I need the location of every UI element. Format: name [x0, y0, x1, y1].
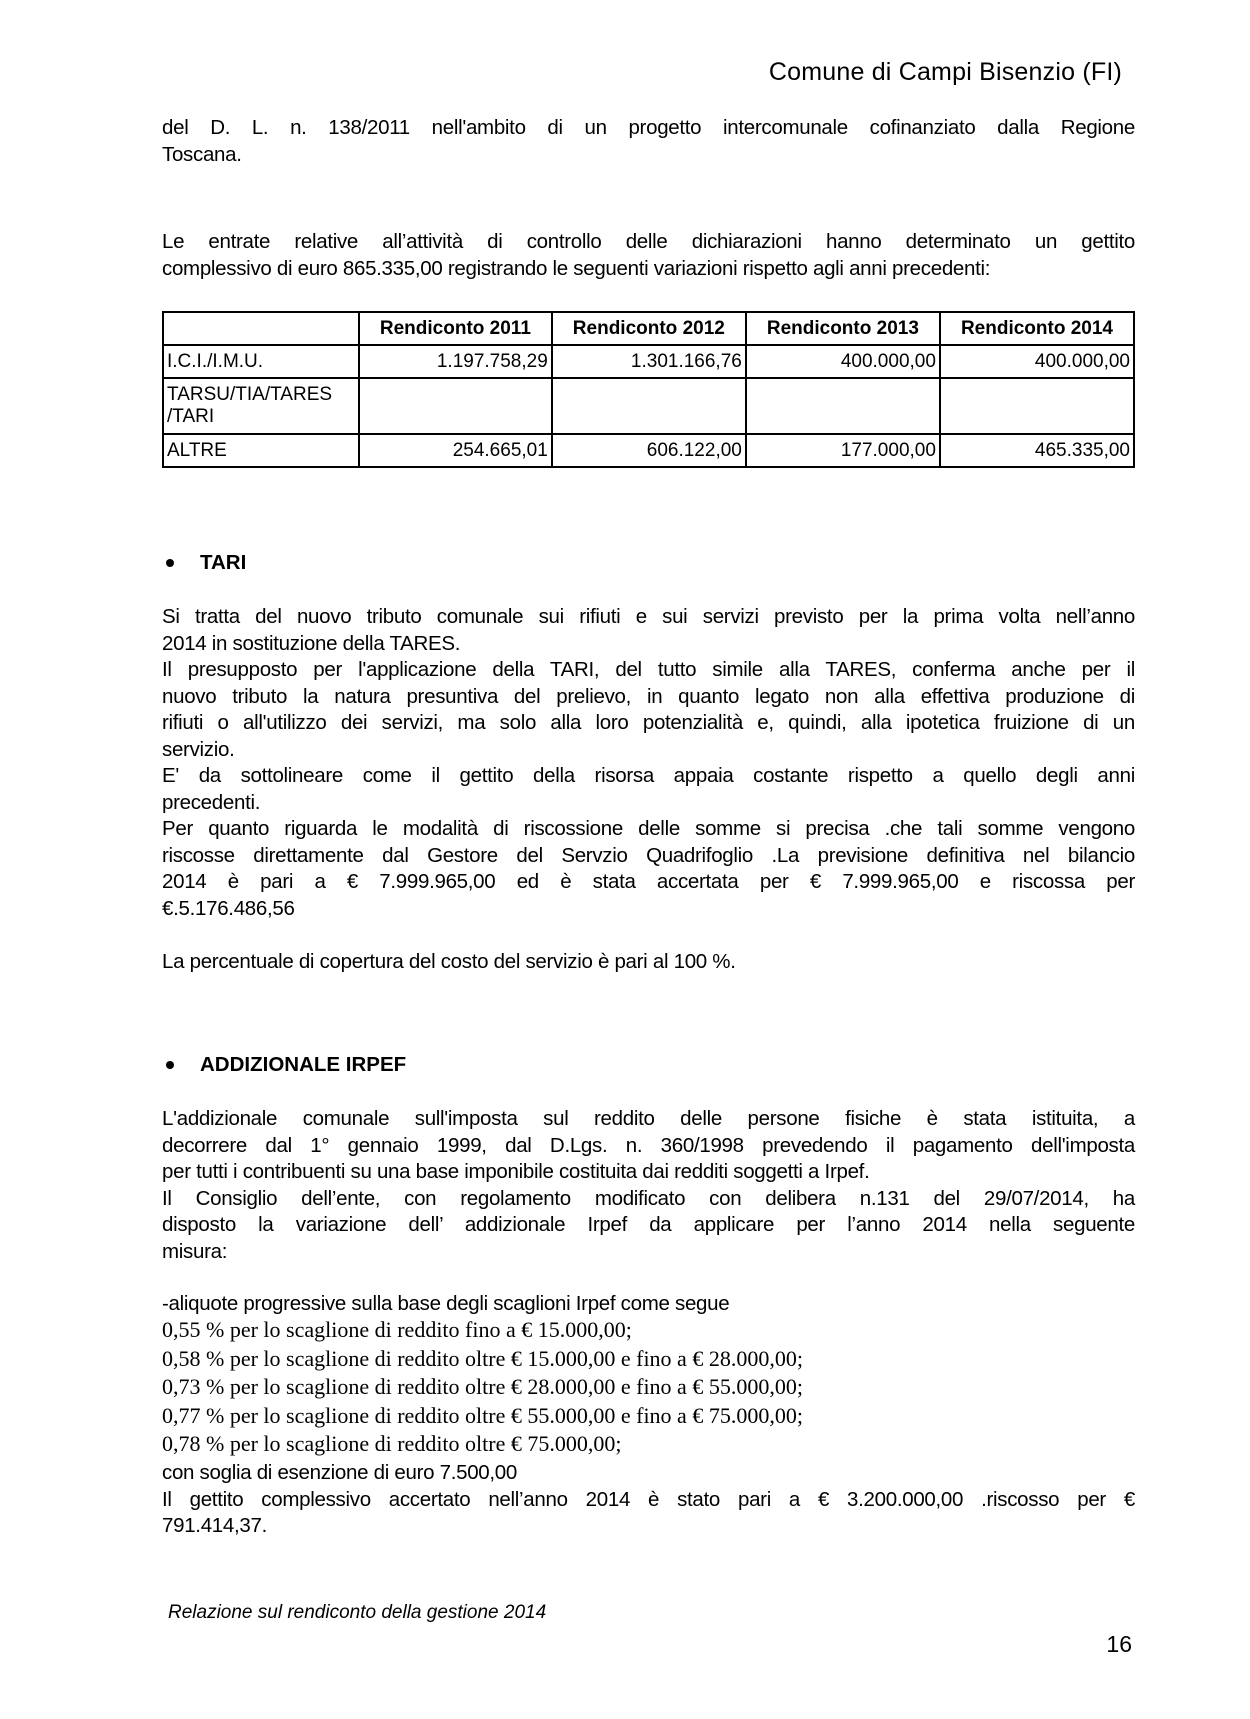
text-line: per tutti i contribuenti su una base imponibile costituita dai redditi soggetti a Irpef.: [162, 1160, 870, 1183]
table-header-cell: Rendiconto 2014: [940, 312, 1134, 345]
table-header-cell: Rendiconto 2012: [552, 312, 746, 345]
text-line: Per quanto riguarda le modalità di riscossione delle somme si precisa .che tali somme vengono: [162, 817, 1135, 840]
table-cell: 254.665,01: [359, 434, 552, 467]
text-line: 791.414,37.: [162, 1514, 267, 1537]
text-line: decorrere dal 1° gennaio 1999, dal D.Lgs. n. 360/1998 prevedendo il pagamento dell'imposta: [162, 1133, 1135, 1157]
text-line: servizio.: [162, 737, 235, 761]
tari-section-heading: [162, 551, 246, 575]
table-header-cell: [163, 312, 359, 345]
table-cell: 465.335,00: [940, 434, 1134, 467]
section-title: ADDIZIONALE IRPEF: [200, 1053, 407, 1076]
table-cell: [359, 378, 552, 434]
intro-continuation-paragraph: [162, 115, 1135, 168]
table-cell: [940, 378, 1134, 434]
table-cell: [746, 378, 940, 434]
table-row: [163, 434, 1134, 467]
aliquote-intro: -aliquote progressive sulla base degli scaglioni Irpef come segue: [162, 1292, 730, 1315]
bracket-item: 0,78 % per lo scaglione di reddito oltre € 75.000,00;: [162, 1431, 622, 1456]
text-line: con soglia di esenzione di euro 7.500,00: [162, 1461, 517, 1484]
text-line: del D. L. n. 138/2011 nell'ambito di un progetto intercomunale cofinanziato dalla Regione: [162, 116, 1135, 139]
text-line: L'addizionale comunale sull'imposta sul reddito delle persone fisiche è stata istituita, a: [162, 1107, 1135, 1130]
tari-paragraph: [162, 604, 1135, 922]
bracket-item: 0,55 % per lo scaglione di reddito fino a € 15.000,00;: [162, 1317, 632, 1342]
table-header-row: [163, 312, 1134, 345]
tari-coverage-text: La percentuale di copertura del costo del servizio è pari al 100 %.: [162, 950, 736, 973]
bracket-item: 0,58 % per lo scaglione di reddito oltre € 15.000,00 e fino a € 28.000,00;: [162, 1345, 803, 1371]
footer-note: Relazione sul rendiconto della gestione 2014: [168, 1602, 547, 1623]
text-line: precedenti.: [162, 790, 261, 814]
text-line: Il presupposto per l'applicazione della TARI, del tutto simile alla TARES, conferma anche per il: [162, 658, 1135, 681]
text-line: riscosse direttamente dal Gestore del Servzio Quadrifoglio .La previsione definitiva nel bilancio: [162, 843, 1135, 867]
row-label-line: /TARI: [167, 406, 215, 427]
text-line: Si tratta del nuovo tributo comunale sui rifiuti e sui servizi previsto per la prima volta nell’anno: [162, 605, 1135, 628]
irpef-section-heading: [162, 1053, 406, 1077]
text-line: disposto la variazione dell’ addizionale Irpef da applicare per l’anno 2014 nella seguente: [162, 1213, 1135, 1236]
text-line: Le entrate relative all’attività di controllo delle dichiarazioni hanno determinato un gettito: [162, 230, 1135, 253]
table-cell: 1.197.758,29: [359, 345, 552, 378]
irpef-brackets-list: [162, 1316, 803, 1459]
table-cell: 177.000,00: [746, 434, 940, 467]
table-header-cell: Rendiconto 2011: [359, 312, 552, 345]
irpef-closing-paragraph: [162, 1460, 1135, 1540]
text-line: Toscana.: [162, 142, 242, 166]
bullet-icon: [166, 1061, 174, 1069]
row-label: I.C.I./I.M.U.: [163, 345, 359, 378]
text-line: 2014 in sostituzione della TARES.: [162, 631, 461, 655]
entrate-paragraph: [162, 229, 1135, 282]
bracket-item: 0,77 % per lo scaglione di reddito oltre € 55.000,00 e fino a € 75.000,00;: [162, 1402, 803, 1428]
text-line: €.5.176.486,56: [162, 896, 295, 920]
text-line: Il Consiglio dell’ente, con regolamento modificato con delibera n.131 del 29/07/2014, ha: [162, 1186, 1135, 1210]
bullet-icon: [166, 559, 174, 567]
irpef-paragraph: [162, 1106, 1135, 1265]
entrate-controllo-table: [162, 311, 1135, 468]
table-cell: 400.000,00: [940, 345, 1134, 378]
text-line: Il gettito complessivo accertato nell’anno 2014 è stato pari a € 3.200.000,00 .riscosso per €: [162, 1487, 1135, 1511]
page-number: 16: [1106, 1631, 1132, 1657]
table-header-cell: Rendiconto 2013: [746, 312, 940, 345]
table-cell: 606.122,00: [552, 434, 746, 467]
row-label-line: TARSU/TIA/TARES: [167, 384, 333, 405]
table-cell: 1.301.166,76: [552, 345, 746, 378]
row-label: [163, 378, 359, 434]
row-label: ALTRE: [163, 434, 359, 467]
text-line: 2014 è pari a € 7.999.965,00 ed è stata accertata per € 7.999.965,00 e riscossa per: [162, 870, 1135, 893]
text-line: complessivo di euro 865.335,00 registrando le seguenti variazioni rispetto agli anni precedenti:: [162, 256, 991, 280]
table-row: [163, 378, 1134, 434]
table-cell: [552, 378, 746, 434]
section-title: TARI: [200, 551, 247, 574]
document-header-title: Comune di Campi Bisenzio (FI): [768, 58, 1122, 86]
table-cell: 400.000,00: [746, 345, 940, 378]
text-line: misura:: [162, 1239, 228, 1263]
table-row: [163, 345, 1134, 378]
bracket-item: 0,73 % per lo scaglione di reddito oltre € 28.000,00 e fino a € 55.000,00;: [162, 1374, 803, 1399]
text-line: E' da sottolineare come il gettito della risorsa appaia costante rispetto a quello degli anni: [162, 764, 1135, 787]
text-line: nuovo tributo la natura presuntiva del prelievo, in quanto legato non alla effettiva produzione di: [162, 684, 1135, 708]
text-line: rifiuti o all'utilizzo dei servizi, ma solo alla loro potenzialità e, quindi, alla ipotetica fruizione di un: [162, 711, 1135, 734]
